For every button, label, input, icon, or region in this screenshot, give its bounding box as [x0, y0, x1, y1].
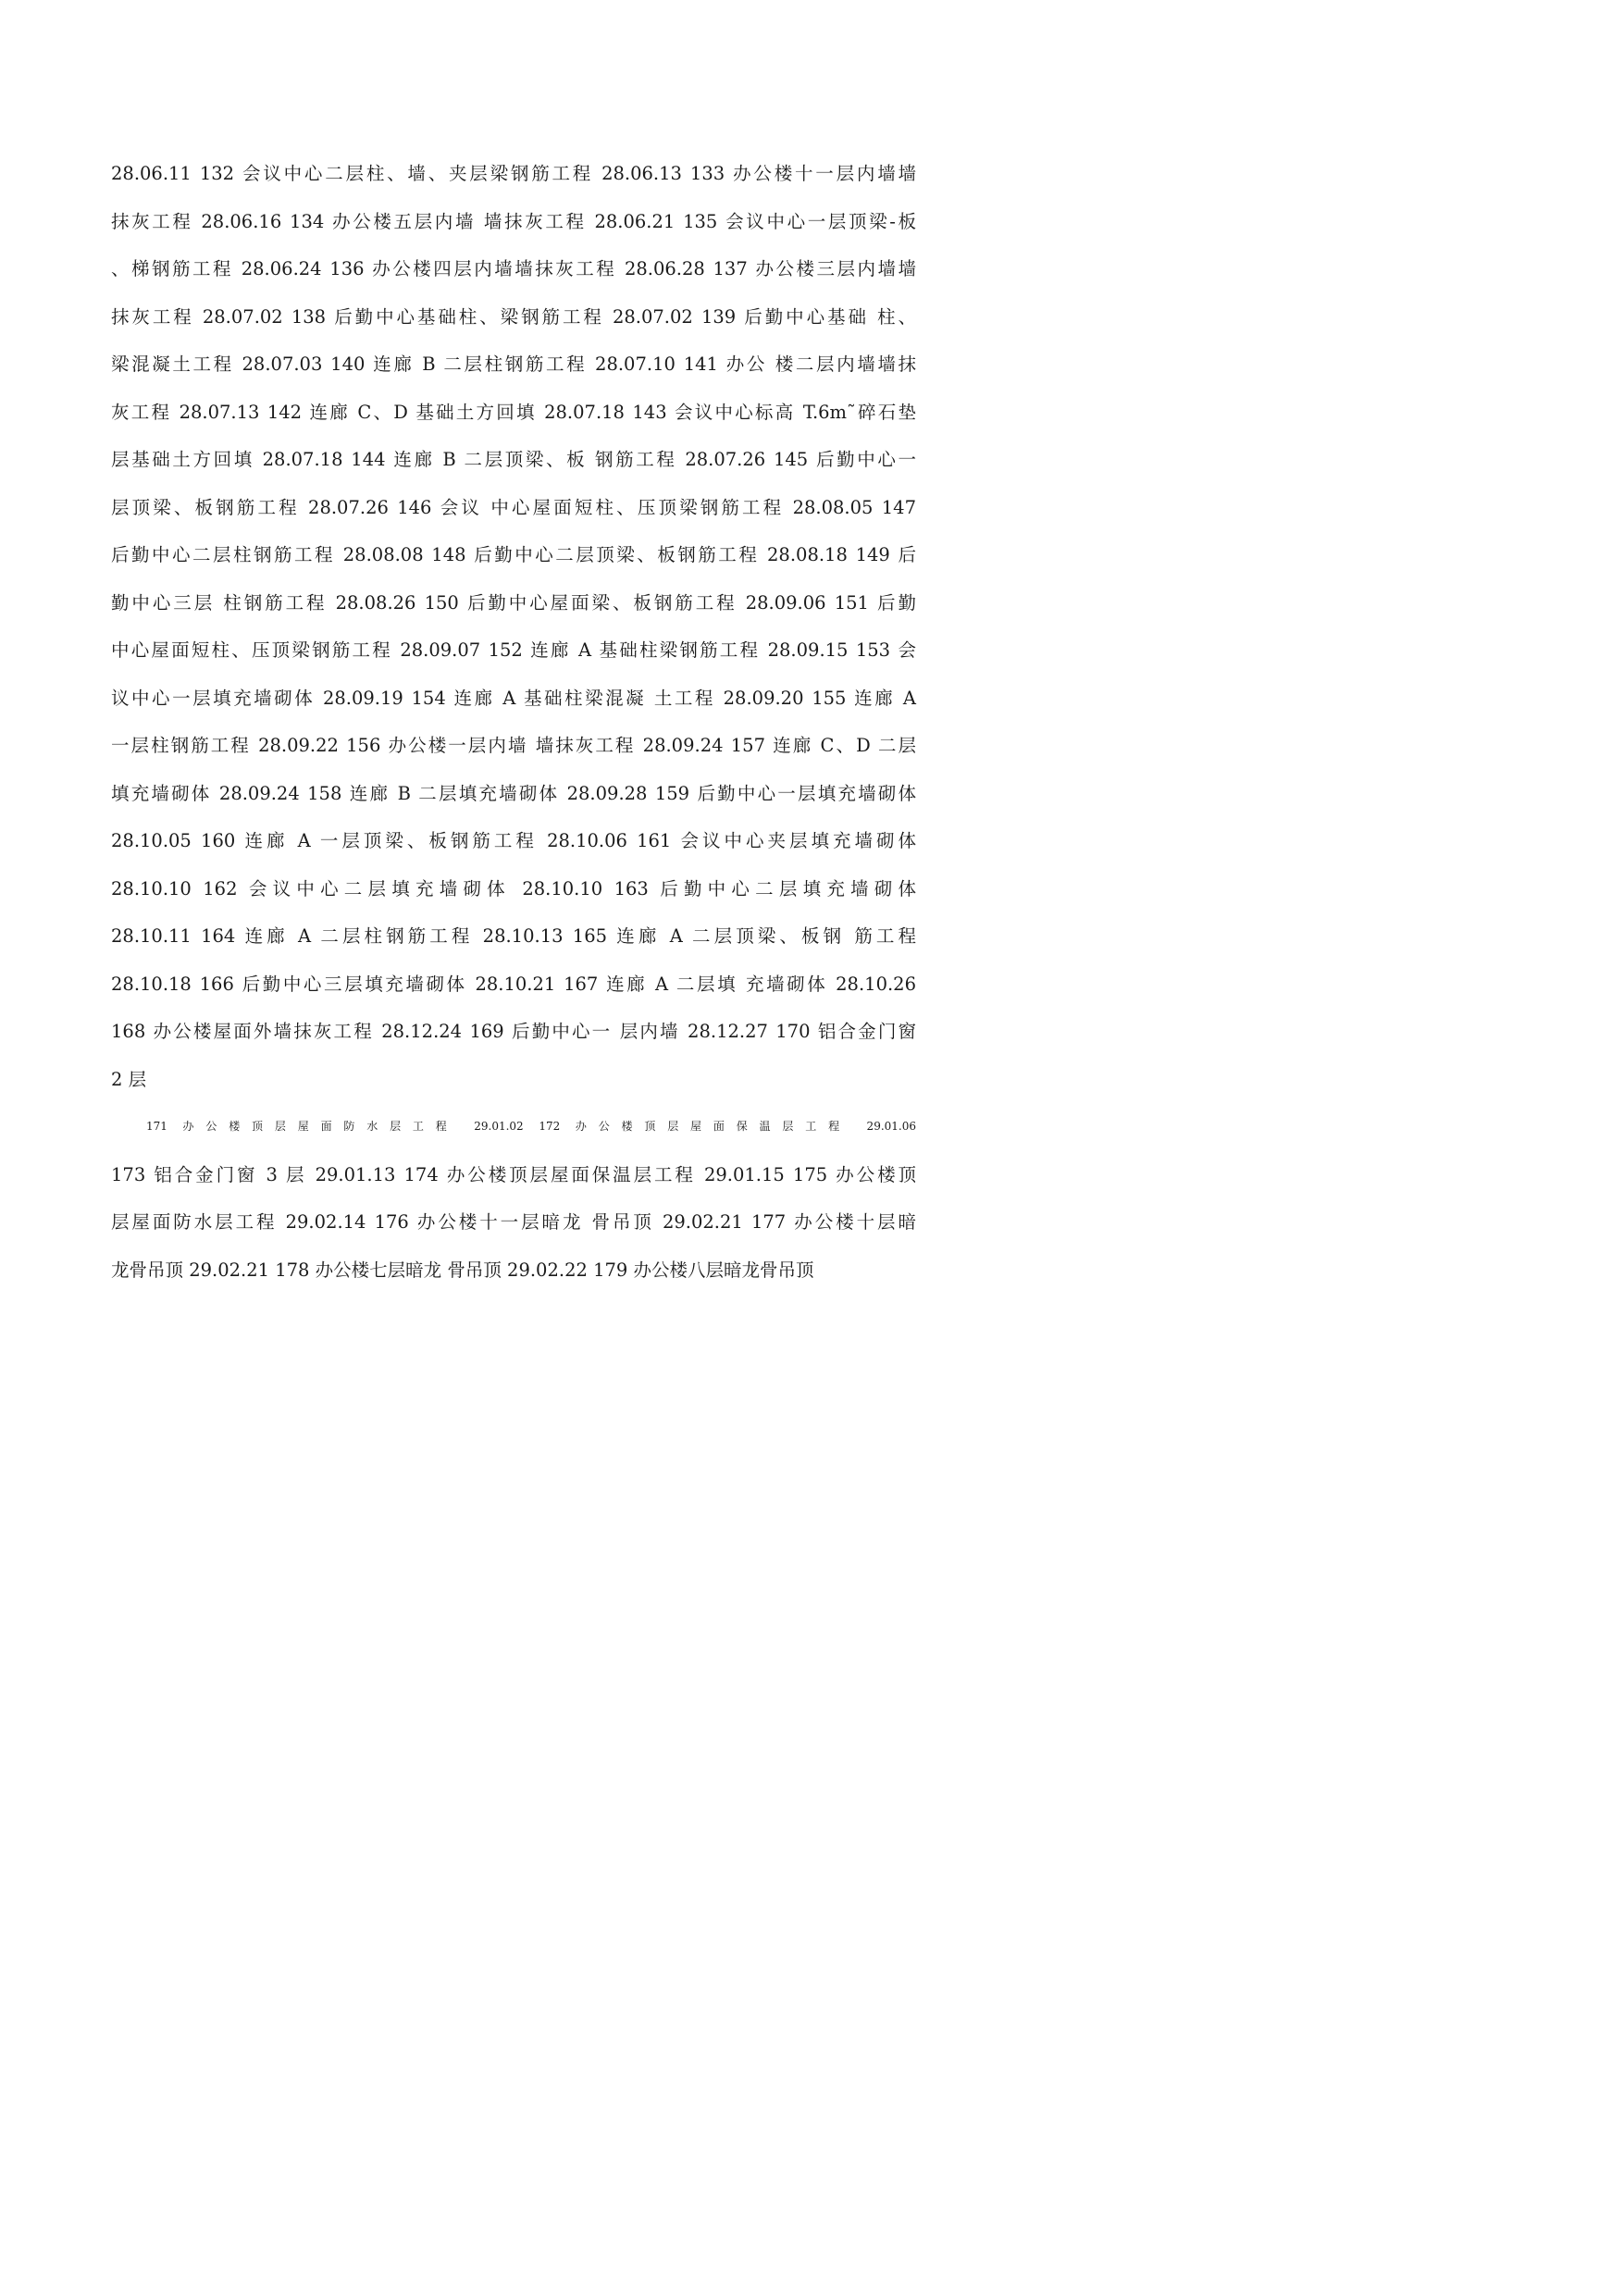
text-line: 后勤中心二层柱钢筋工程 28.08.08 148 后勤中心二层顶梁、板钢筋工程 28.08.18 149 后	[111, 544, 916, 565]
text-line: 28.10.05 160 连廊 A 一层顶梁、板钢筋工程 28.10.06 161 会议中心夹层填充墙砌体	[111, 830, 916, 851]
body-text	[111, 150, 916, 1294]
text-line: 28.10.18 166 后勤中心三层填充墙砌体 28.10.21 167 连廊 A 二层填 充墙砌体 28.10.26	[111, 973, 916, 995]
text-line: 层顶梁、板钢筋工程 28.07.26 146 会议 中心屋面短柱、压顶梁钢筋工程 28.08.05 147	[111, 496, 916, 518]
text-line: 填充墙砌体 28.09.24 158 连廊 B 二层填充墙砌体 28.09.28 159 后勤中心一层填充墙砌体	[111, 782, 916, 804]
text-line: 抹灰工程 28.06.16 134 办公楼五层内墙 墙抹灰工程 28.06.21 135 会议中心一层顶梁-板	[111, 210, 916, 232]
text-line: 28.06.11 132 会议中心二层柱、墙、夹层梁钢筋工程 28.06.13 133 办公楼十一层内墙墙	[111, 163, 916, 184]
text-line: 一层柱钢筋工程 28.09.22 156 办公楼一层内墙 墙抹灰工程 28.09.24 157 连廊 C、D 二层	[111, 735, 916, 756]
text-line: 168 办公楼屋面外墙抹灰工程 28.12.24 169 后勤中心一 层内墙 28.12.27 170 铝合金门窗	[111, 1021, 916, 1042]
text-line: 勤中心三层 柱钢筋工程 28.08.26 150 后勤中心屋面梁、板钢筋工程 28.09.06 151 后勤	[111, 591, 916, 614]
text-line: 171 办公楼顶层屋面防水层工程 29.01.02 172 办公楼顶层屋面保温层工程 29.01.06	[146, 1120, 916, 1133]
text-line: 2 层	[111, 1068, 147, 1090]
text-line: 灰工程 28.07.13 142 连廊 C、D 基础土方回填 28.07.18 143 会议中心标高 T.6m˜碎石垫	[111, 401, 916, 423]
text-line: 梁混凝土工程 28.07.03 140 连廊 B 二层柱钢筋工程 28.07.10 141 办公 楼二层内墙墙抹	[111, 354, 916, 375]
text-line: 层基础土方回填 28.07.18 144 连廊 B 二层顶梁、板 钢筋工程 28.07.26 145 后勤中心一	[111, 449, 916, 470]
text-line: 抹灰工程 28.07.02 138 后勤中心基础柱、梁钢筋工程 28.07.02 139 后勤中心基础 柱、	[111, 305, 916, 328]
text-line: 173 铝合金门窗 3 层 29.01.13 174 办公楼顶层屋面保温层工程 29.01.15 175 办公楼顶	[111, 1163, 916, 1185]
document-page	[0, 0, 1025, 1449]
text-line: 中心屋面短柱、压顶梁钢筋工程 28.09.07 152 连廊 A 基础柱梁钢筋工程 28.09.15 153 会	[111, 639, 916, 661]
text-line: 龙骨吊顶 29.02.21 178 办公楼七层暗龙 骨吊顶 29.02.22 179 办公楼八层暗龙骨吊顶	[111, 1259, 814, 1281]
text-line: 层屋面防水层工程 29.02.14 176 办公楼十一层暗龙 骨吊顶 29.02.21 177 办公楼十层暗	[111, 1211, 916, 1233]
text-line: 28.10.10 162 会议中心二层填充墙砌体 28.10.10 163 后勤中心二层填充墙砌体	[111, 877, 916, 899]
text-line: 议中心一层填充墙砌体 28.09.19 154 连廊 A 基础柱梁混凝 土工程 28.09.20 155 连廊 A	[111, 687, 916, 709]
text-line: 、梯钢筋工程 28.06.24 136 办公楼四层内墙墙抹灰工程 28.06.28 137 办公楼三层内墙墙	[111, 258, 916, 279]
text-line: 28.10.11 164 连廊 A 二层柱钢筋工程 28.10.13 165 连廊 A 二层顶梁、板钢 筋工程	[111, 925, 916, 947]
